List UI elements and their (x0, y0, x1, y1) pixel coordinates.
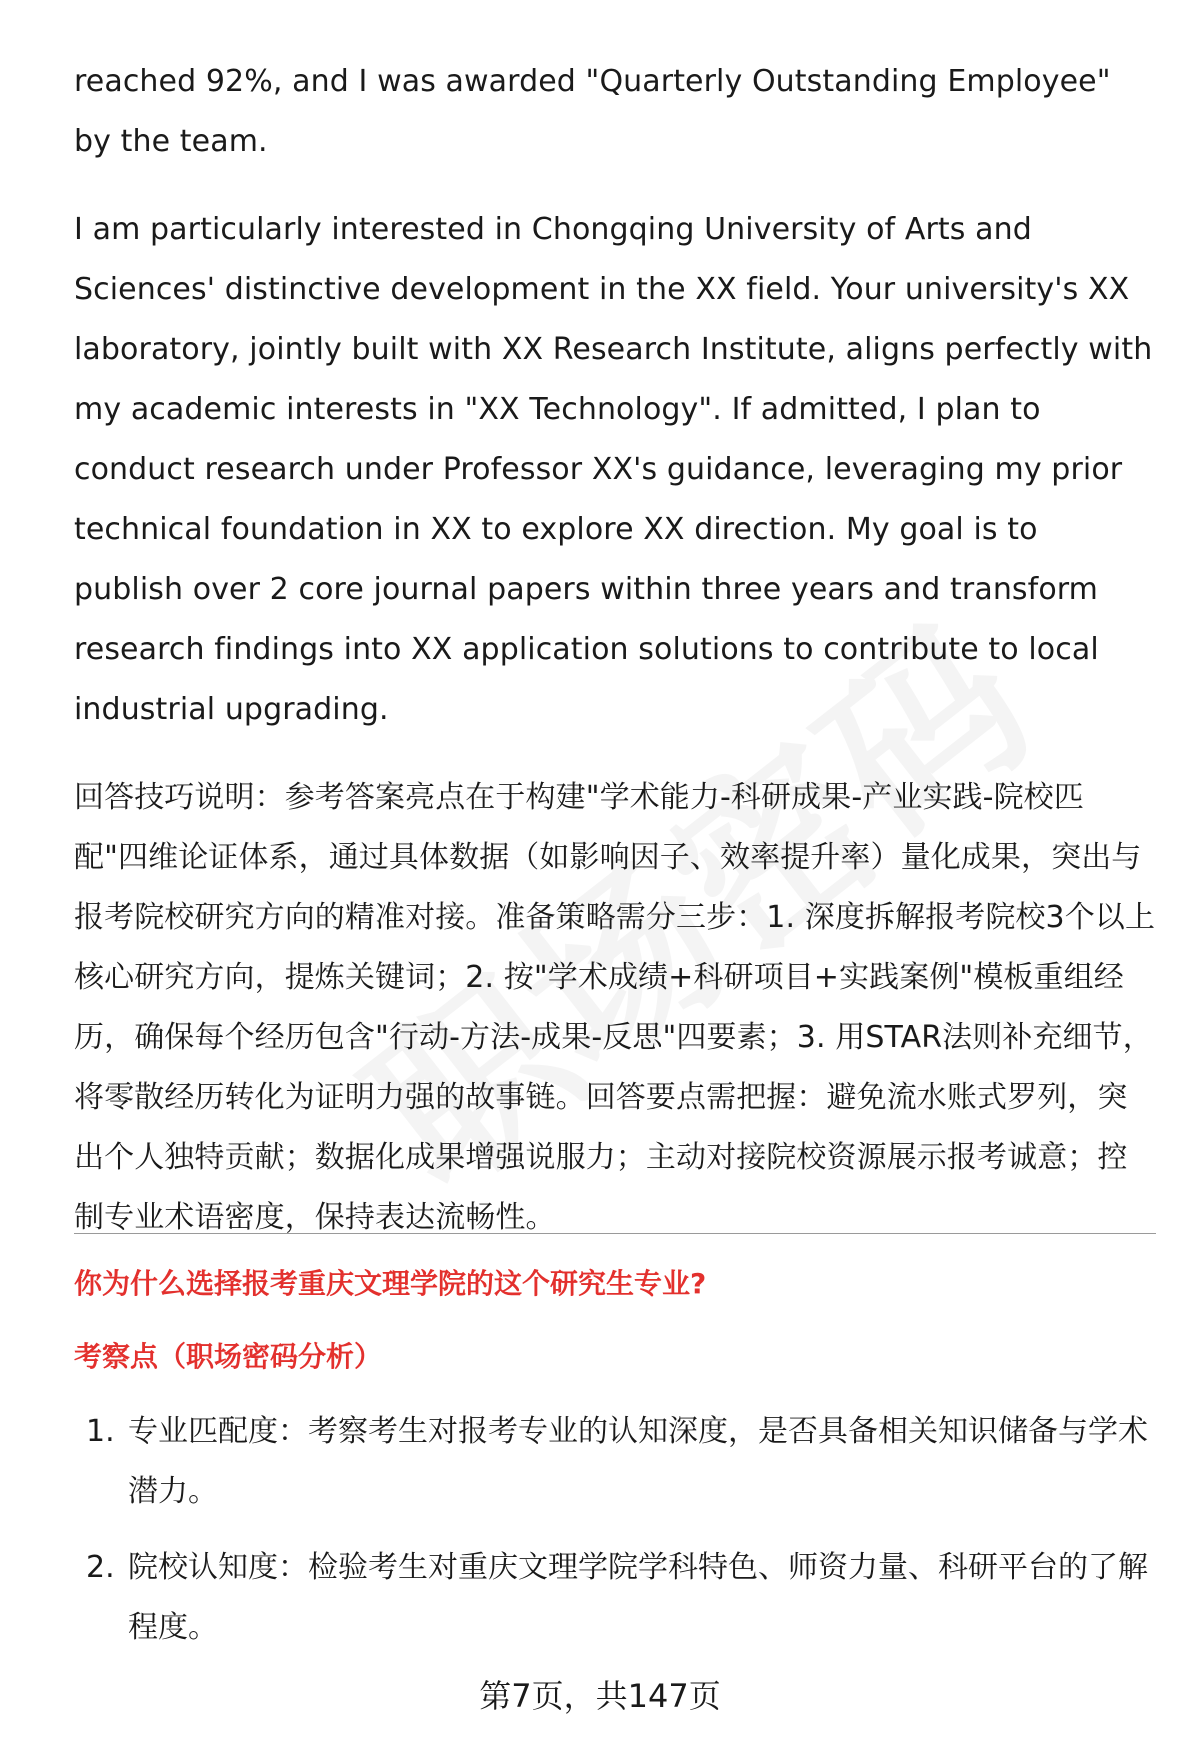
document-body (74, 52, 1156, 1248)
list-item-text: 院校认知度：检验考生对重庆文理学院学科特色、师资力量、科研平台的了解程度。 (128, 1550, 1148, 1645)
section-divider (74, 1233, 1156, 1234)
list-item-text: 专业匹配度：考察考生对报考专业的认知深度，是否具备相关知识储备与学术潜力。 (128, 1414, 1148, 1509)
answer-paragraph-1: reached 92%, and I was awarded "Quarterly Outstanding Employee" by the team. (74, 64, 1111, 159)
section-title: 考察点（职场密码分析） (74, 1340, 383, 1373)
examination-points-list (74, 1402, 1156, 1674)
question-title: 你为什么选择报考重庆文理学院的这个研究生专业? (74, 1267, 707, 1300)
answer-paragraph-2: I am particularly interested in Chongqing University of Arts and Sciences' distinctive development in the XX field. Your university's XX laboratory, jointly built with XX Research Institute, aligns perfectly with my academic interests in "XX Technology". If admitted, I plan to conduct research under Professor XX's guidance, leveraging my prior technical foundation in XX to explore XX direction. My goal is to publish over 2 core journal papers within three years and transform research findings into XX application solutions to contribute to local industrial upgrading. (74, 212, 1153, 727)
tips-paragraph: 回答技巧说明：参考答案亮点在于构建"学术能力-科研成果-产业实践-院校匹配"四维论证体系，通过具体数据（如影响因子、效率提升率）量化成果，突出与报考院校研究方向的精准对接。准备策略需分三步：1. 深度拆解报考院校3个以上核心研究方向，提炼关键词；2. 按"学术成绩+科研项目+实践案例"模板重组经历，确保每个经历包含"行动-方法-成果-反思"四要素；3. 用STAR法则补充细节，将零散经历转化为证明力强的故事链。回答要点需把握：避免流水账式罗列，突出个人独特贡献；数据化成果增强说服力；主动对接院校资源展示报考诚意；控制专业术语密度，保持表达流畅性。 (74, 780, 1156, 1235)
list-item-number: 2. (86, 1550, 115, 1585)
list-item (74, 1538, 1156, 1658)
list-item (74, 1402, 1156, 1522)
page-footer: 第7页，共147页 (479, 1677, 721, 1715)
list-item-number: 1. (86, 1414, 115, 1449)
